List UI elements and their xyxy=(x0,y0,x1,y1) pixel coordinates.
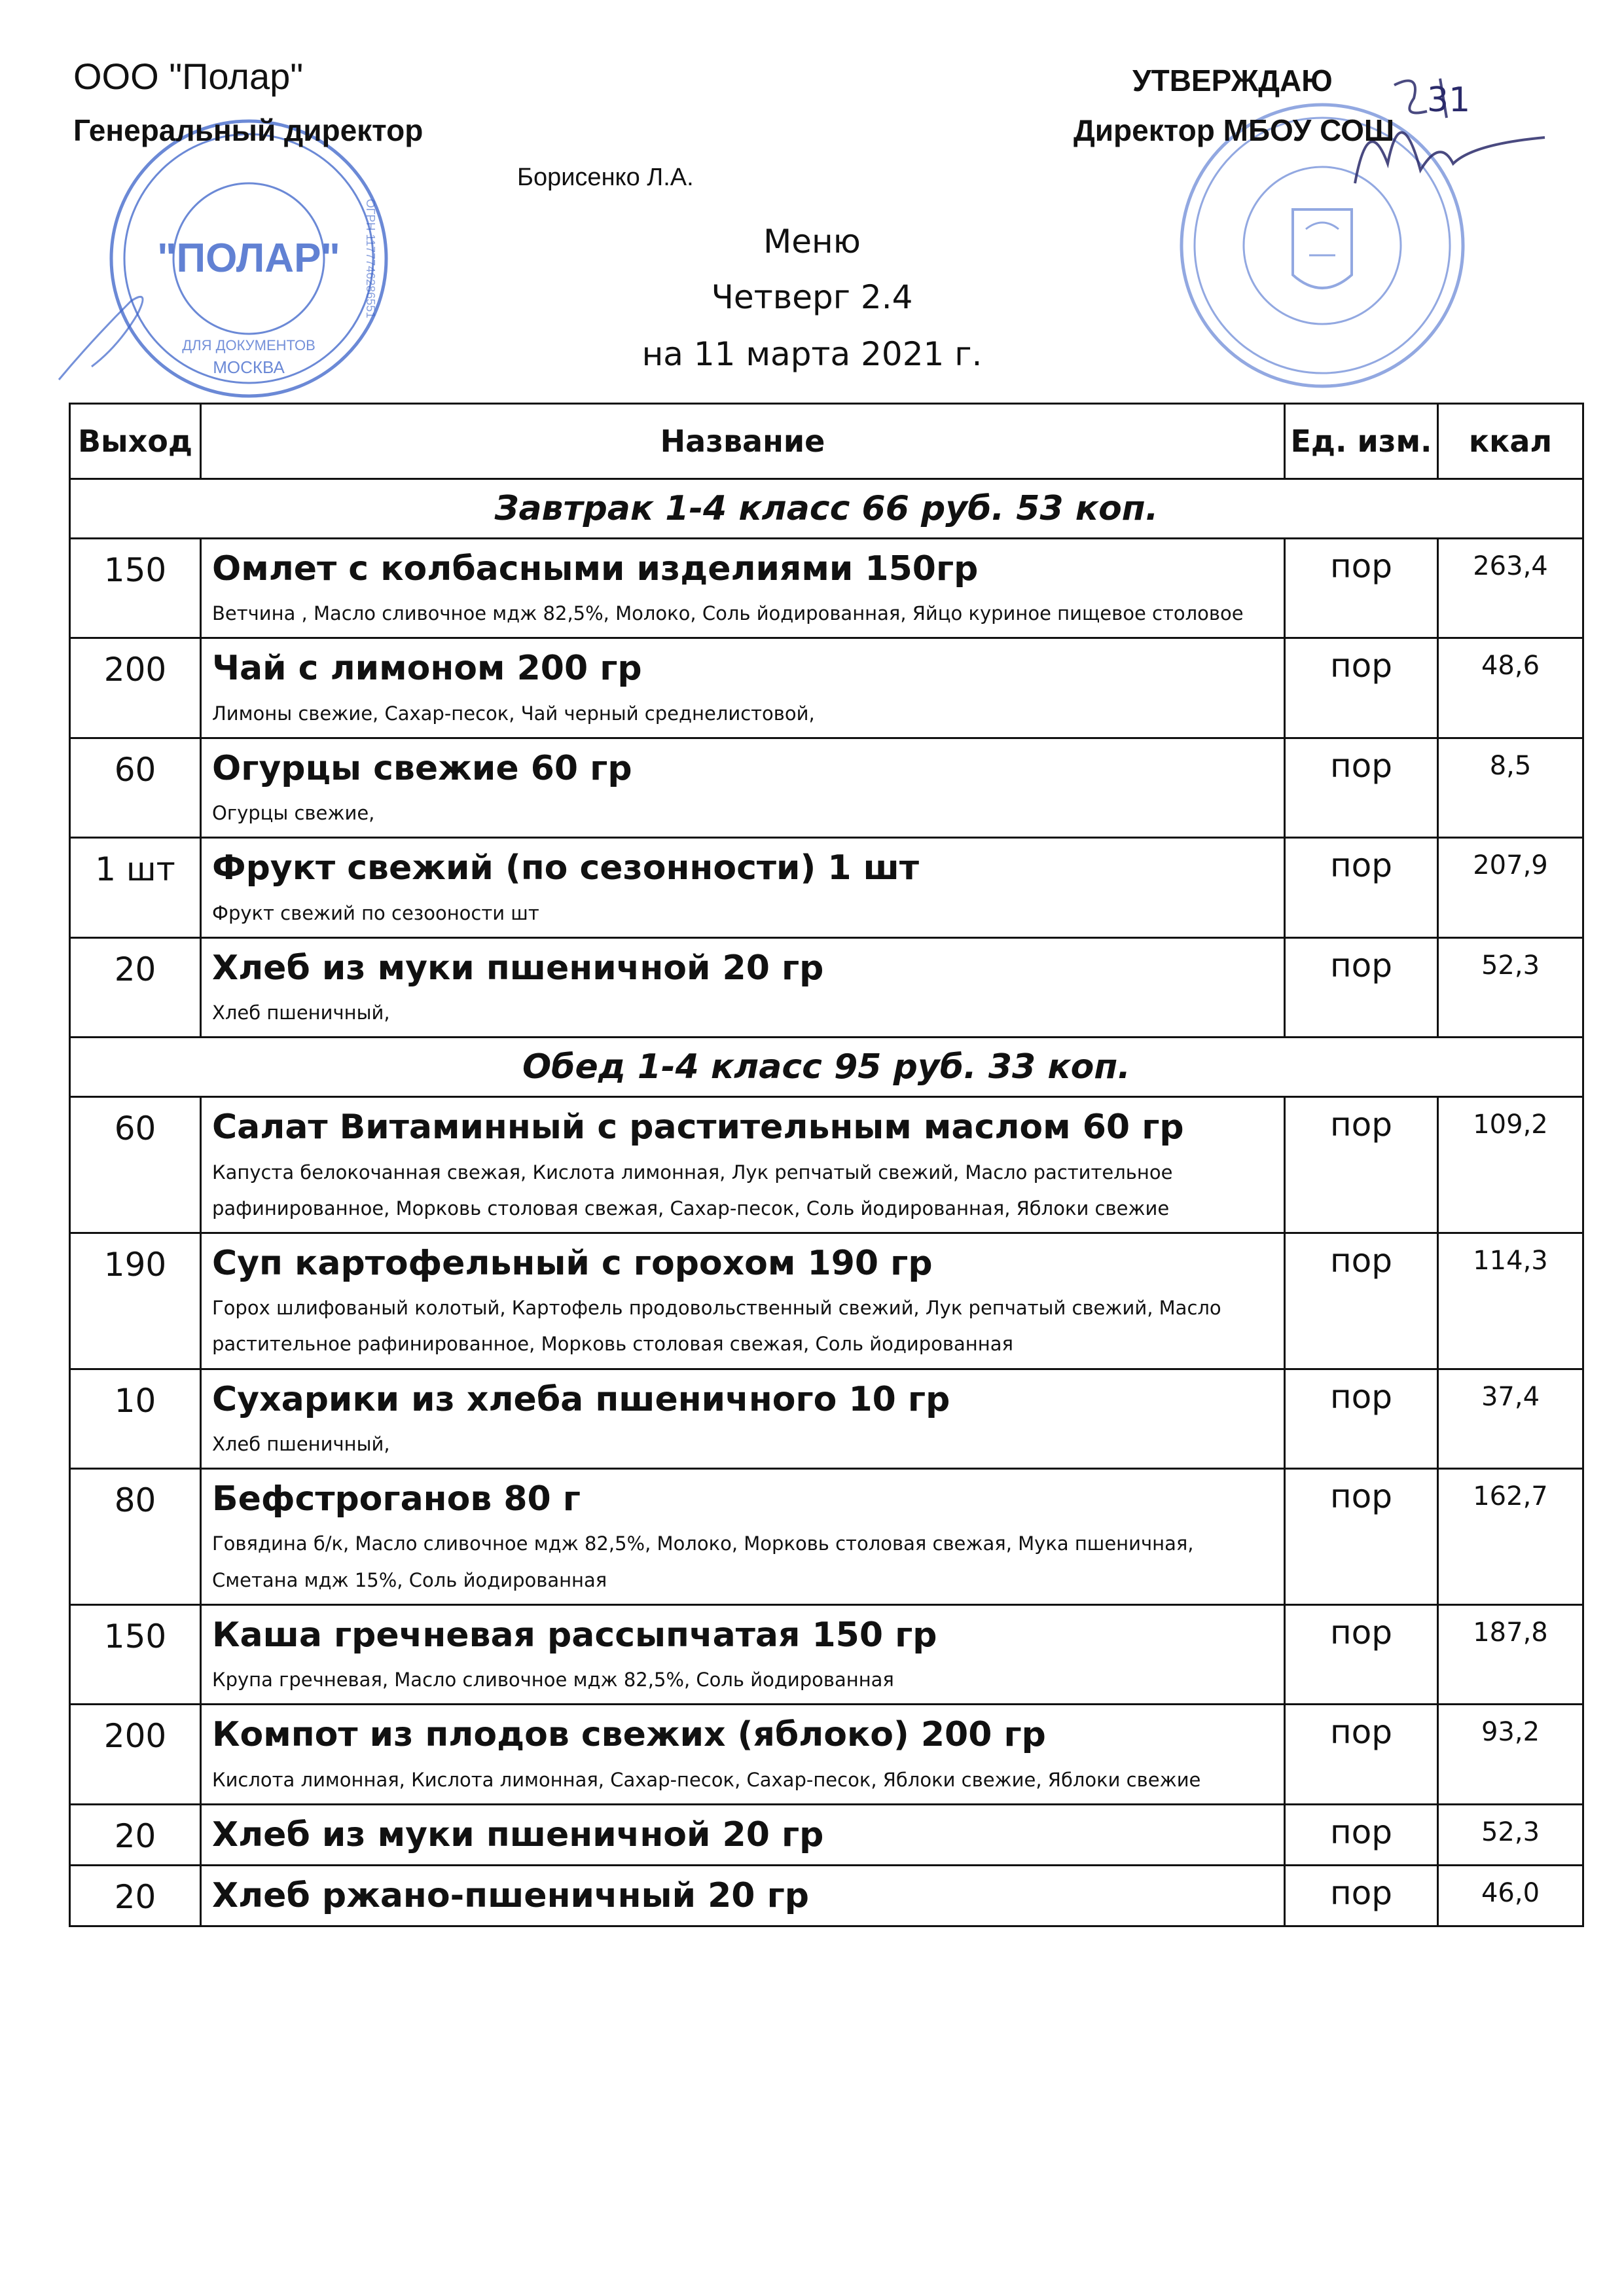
dish-unit: пор xyxy=(1285,738,1438,837)
dish-name: Фрукт свежий (по сезонности) 1 шт xyxy=(212,848,919,888)
dish-kcal: 93,2 xyxy=(1438,1705,1583,1804)
dish-unit: пор xyxy=(1285,1604,1438,1704)
dish-kcal: 109,2 xyxy=(1438,1097,1583,1233)
table-row xyxy=(70,1705,1583,1804)
organization-name: ООО "Полар" xyxy=(73,56,304,97)
table-row xyxy=(70,738,1583,837)
table-row xyxy=(70,838,1583,937)
section-title: Завтрак 1-4 класс 66 руб. 53 коп. xyxy=(70,479,1583,539)
dish-kcal: 37,4 xyxy=(1438,1369,1583,1468)
approve-label: УТВЕРЖДАЮ xyxy=(1132,63,1333,98)
dish-unit: пор xyxy=(1285,937,1438,1037)
dish-ingredients: Фрукт свежий по сезооности шт xyxy=(212,901,539,924)
dish-ingredients: Кислота лимонная, Кислота лимонная, Сахар-песок, Сахар-песок, Яблоки свежие, Яблоки свежие xyxy=(212,1768,1201,1791)
dish-ingredients: Горох шлифованый колотый, Картофель продовольственный свежий, Лук репчатый свежий, Масло растительное рафинированное, Морковь столовая свежая, Соль йодированная xyxy=(212,1297,1221,1356)
dish-name: Огурцы свежие 60 гр xyxy=(212,748,632,788)
dish-unit: пор xyxy=(1285,1233,1438,1369)
dish-kcal: 8,5 xyxy=(1438,738,1583,837)
dish-cell xyxy=(201,1804,1285,1865)
dish-kcal: 187,8 xyxy=(1438,1604,1583,1704)
header-name: Название xyxy=(201,404,1285,479)
dish-ingredients: Огурцы свежие, xyxy=(212,802,375,825)
dish-kcal: 114,3 xyxy=(1438,1233,1583,1369)
dish-output: 10 xyxy=(70,1369,201,1468)
dish-output: 20 xyxy=(70,1866,201,1926)
dish-output: 80 xyxy=(70,1469,201,1605)
dish-name: Салат Витаминный с растительным маслом 60 гр xyxy=(212,1108,1184,1148)
table-row xyxy=(70,1233,1583,1369)
dish-output: 150 xyxy=(70,1604,201,1704)
table-row xyxy=(70,1469,1583,1605)
table-row xyxy=(70,1866,1583,1926)
dish-ingredients: Говядина б/к, Масло сливочное мдж 82,5%, Молоко, Морковь столовая свежая, Мука пшеничная, Сметана мдж 15%, Соль йодированная xyxy=(212,1532,1194,1591)
dish-cell xyxy=(201,1866,1285,1926)
dish-output: 200 xyxy=(70,1705,201,1804)
stamp-left-city: МОСКВА xyxy=(213,357,285,377)
table-row xyxy=(70,1097,1583,1233)
dish-kcal: 263,4 xyxy=(1438,539,1583,638)
dish-cell xyxy=(201,1233,1285,1369)
table-header-row xyxy=(70,404,1583,479)
dish-output: 150 xyxy=(70,539,201,638)
dish-unit: пор xyxy=(1285,1097,1438,1233)
dish-ingredients: Лимоны свежие, Сахар-песок, Чай черный среднелистовой, xyxy=(212,702,815,725)
menu-day: Четверг 2.4 xyxy=(711,278,913,316)
menu-title: Меню xyxy=(763,223,861,261)
menu-body xyxy=(70,479,1583,1926)
table-row xyxy=(70,937,1583,1037)
dish-output: 20 xyxy=(70,937,201,1037)
dish-name: Хлеб ржано-пшеничный 20 гр xyxy=(212,1876,809,1915)
dish-name: Чай с лимоном 200 гр xyxy=(212,649,642,689)
dish-name: Каша гречневая рассыпчатая 150 гр xyxy=(212,1615,937,1655)
dish-kcal: 162,7 xyxy=(1438,1469,1583,1605)
dish-cell xyxy=(201,1369,1285,1468)
dish-name: Суп картофельный с горохом 190 гр xyxy=(212,1244,933,1283)
header-kcal: ккал xyxy=(1438,404,1583,479)
dish-unit: пор xyxy=(1285,1866,1438,1926)
menu-date: на 11 марта 2021 г. xyxy=(641,335,983,373)
dish-kcal: 46,0 xyxy=(1438,1866,1583,1926)
signer-name: Борисенко Л.А. xyxy=(517,164,694,191)
dish-cell xyxy=(201,1097,1285,1233)
stamp-left-docs: ДЛЯ ДОКУМЕНТОВ xyxy=(182,337,316,353)
dish-output: 60 xyxy=(70,738,201,837)
table-row xyxy=(70,539,1583,638)
dish-unit: пор xyxy=(1285,1369,1438,1468)
signature-number: 31 xyxy=(1427,81,1471,120)
dish-cell xyxy=(201,638,1285,738)
dish-name: Сухарики из хлеба пшеничного 10 гр xyxy=(212,1379,950,1419)
general-director-title: Генеральный директор xyxy=(73,113,424,147)
dish-kcal: 52,3 xyxy=(1438,937,1583,1037)
dish-cell xyxy=(201,937,1285,1037)
table-row xyxy=(70,638,1583,738)
dish-name: Хлеб из муки пшеничной 20 гр xyxy=(212,948,824,988)
section-row xyxy=(70,1038,1583,1097)
dish-unit: пор xyxy=(1285,638,1438,738)
dish-cell xyxy=(201,1469,1285,1605)
dish-unit: пор xyxy=(1285,1804,1438,1865)
dish-ingredients: Крупа гречневая, Масло сливочное мдж 82,5%, Соль йодированная xyxy=(212,1669,894,1691)
dish-cell xyxy=(201,1705,1285,1804)
stamp-left-name: "ПОЛАР" xyxy=(157,236,340,281)
dish-unit: пор xyxy=(1285,1705,1438,1804)
table-row xyxy=(70,1604,1583,1704)
dish-unit: пор xyxy=(1285,1469,1438,1605)
dish-name: Компот из плодов свежих (яблоко) 200 гр xyxy=(212,1715,1046,1755)
dish-output: 190 xyxy=(70,1233,201,1369)
dish-kcal: 52,3 xyxy=(1438,1804,1583,1865)
dish-kcal: 207,9 xyxy=(1438,838,1583,937)
dish-kcal: 48,6 xyxy=(1438,638,1583,738)
dish-ingredients: Капуста белокочанная свежая, Кислота лимонная, Лук репчатый свежий, Масло растительное рафинированное, Морковь столовая свежая, Сахар-песок, Соль йодированная, Яблоки свежие xyxy=(212,1161,1173,1220)
dish-unit: пор xyxy=(1285,539,1438,638)
dish-output: 20 xyxy=(70,1804,201,1865)
dish-ingredients: Хлеб пшеничный, xyxy=(212,1002,390,1024)
dish-ingredients: Хлеб пшеничный, xyxy=(212,1432,390,1455)
header-output: Выход xyxy=(70,404,201,479)
dish-cell xyxy=(201,1604,1285,1704)
table-row xyxy=(70,1804,1583,1865)
dish-output: 200 xyxy=(70,638,201,738)
section-title: Обед 1-4 класс 95 руб. 33 коп. xyxy=(70,1038,1583,1097)
menu-table xyxy=(69,403,1584,1927)
stamp-left-ogrn: ОГРН 1177746286551 xyxy=(364,198,377,319)
dish-output: 1 шт xyxy=(70,838,201,937)
dish-output: 60 xyxy=(70,1097,201,1233)
dish-name: Омлет с колбасными изделиями 150гр xyxy=(212,549,979,588)
dish-ingredients: Ветчина , Масло сливочное мдж 82,5%, Молоко, Соль йодированная, Яйцо куриное пищевое столовое xyxy=(212,602,1244,625)
table-row xyxy=(70,1369,1583,1468)
director-title: Директор МБОУ СОШ xyxy=(1074,113,1395,147)
dish-cell xyxy=(201,539,1285,638)
dish-name: Хлеб из муки пшеничной 20 гр xyxy=(212,1815,824,1854)
dish-cell xyxy=(201,738,1285,837)
dish-name: Бефстроганов 80 г xyxy=(212,1479,581,1519)
dish-cell xyxy=(201,838,1285,937)
dish-unit: пор xyxy=(1285,838,1438,937)
section-row xyxy=(70,479,1583,539)
header-unit: Ед. изм. xyxy=(1285,404,1438,479)
